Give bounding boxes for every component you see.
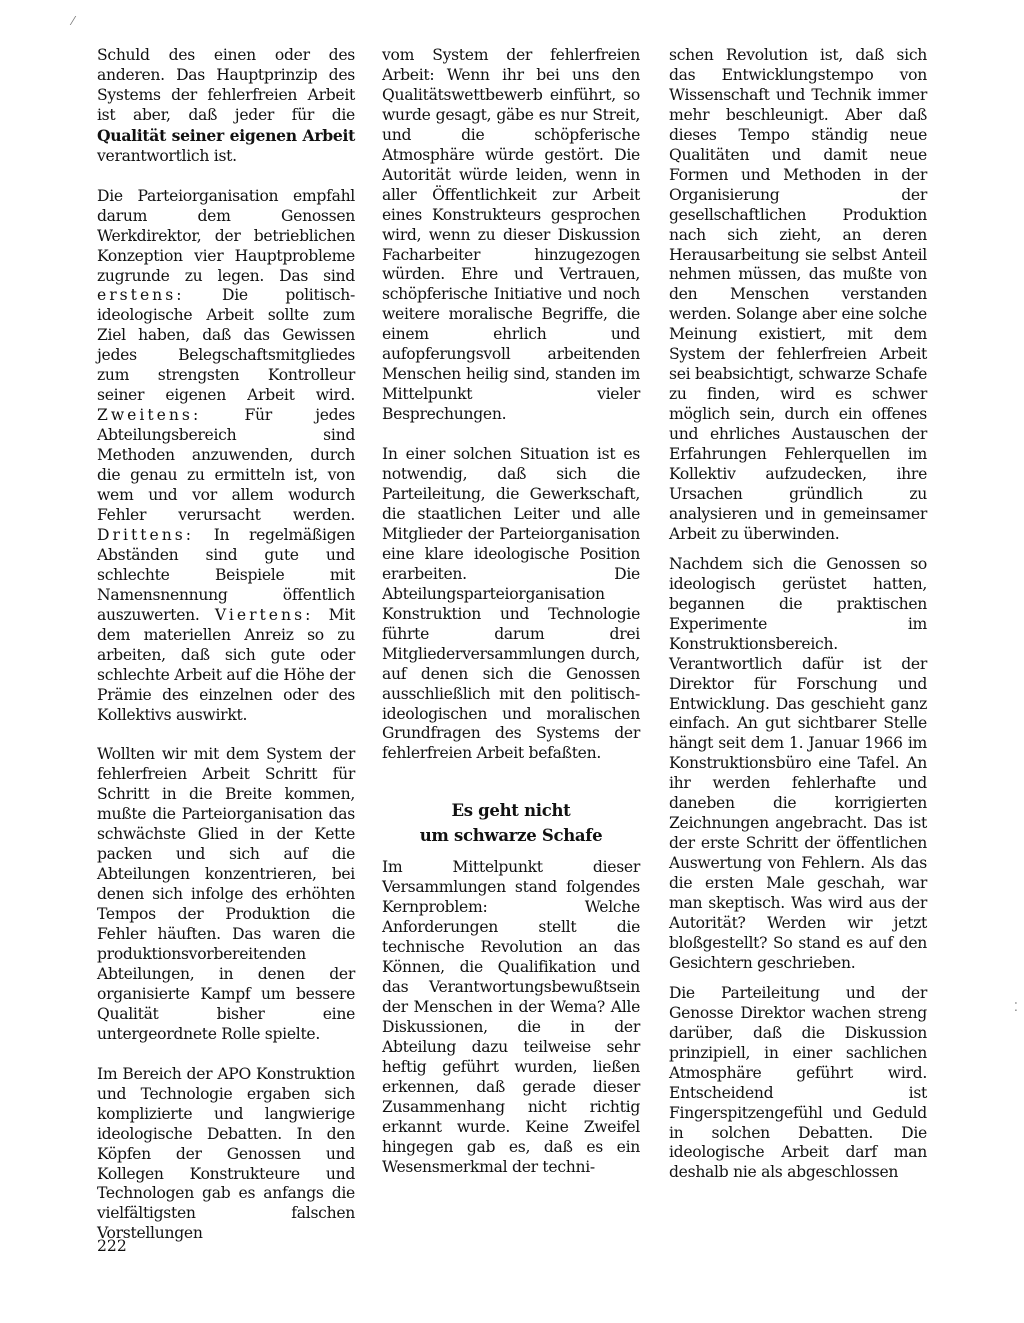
emphasis-text: Qualität seiner eigenen Arbeit	[97, 125, 355, 145]
spaced-keyword: Viertens:	[214, 605, 314, 624]
paragraph: Im Mittelpunkt dieser Versammlungen stand folgendes Kernproblem: Welche Anforderungen stellt die technische Revolution an das Können, die Qualifikation und das Verantwortungsbewußtsein der Menschen in der Wema? Alle Diskussionen, die in der Abteilung dazu teilweise sehr heftig geführt wurden, ließen erkennen, daß gerade dieser Zusammenhang nicht richtig erkannt wurde. Keine Zweifel hingegen gab es, daß es ein Wesensmerkmal der techni-	[382, 858, 640, 1176]
scan-speck: ⁚	[1014, 1000, 1018, 1014]
paragraph: In einer solchen Situation ist es notwendig, daß sich die Parteileitung, die Gewerkschaft, die staatlichen Leiter und alle Mitglieder der Parteiorganisation eine klare ideologische Position erarbeiten. Die Abteilungsparteiorganisation Konstruktion und Technologie führte darum drei Mitgliederversammlungen durch, auf denen sich die Genossen ausschließlich mit den politisch-ideologischen und moralischen Grundfragen des Systems der fehlerfreien Arbeit befaßten.	[382, 445, 640, 763]
page-number: 222	[97, 1237, 127, 1255]
spaced-keyword: Drittens:	[97, 525, 195, 544]
paragraph: Schuld des einen oder des anderen. Das Hauptprinzip des Systems der fehlerfreien Arbeit ist aber, daß jeder für die Qualität seiner eigenen Arbeit verantwortlich ist.	[97, 46, 355, 165]
paragraph: Im Bereich der APO Konstruktion und Technologie ergaben sich komplizierte und langwierige ideologische Debatten. In den Köpfen der Genossen und Kollegen Konstrukteure und Technologen gab es anfangs die vielfältigsten falschen Vorstellungen	[97, 1064, 355, 1243]
text-column-1	[97, 46, 355, 1264]
section-heading: Es geht nicht um schwarze Schafe	[419, 801, 603, 846]
text-column-3	[669, 46, 927, 1193]
paragraph: schen Revolution ist, daß sich das Entwicklungstempo von Wissenschaft und Technik immer mehr beschleunigt. Aber daß dieses Tempo ständig neue Qualitäten und damit neue Formen und Methoden in der Organisierung der gesellschaftlichen Produktion nach sich zieht, an deren Herausarbeitung sie selbst Anteil nehmen müssen, das mußte von den Menschen verstanden werden. Solange aber eine solche Meinung existiert, mit dem System der fehlerfreien Arbeit sei beabsichtigt, schwarze Schafe zu finden, wird es schwer möglich sein, durch ein offenes und ehrliches Austauschen der Erfahrungen Fehlerquellen im Kollektiv aufzudecken, ihre Ursachen gründlich zu analysieren und in gemeinsamer Arbeit zu überwinden.	[669, 46, 927, 543]
text-column-2	[382, 46, 640, 1198]
paragraph: vom System der fehlerfreien Arbeit: Wenn ihr bei uns den Qualitätswettbewerb einführt, so wurde gesagt, gäbe es nur Streit, und die schöpferische Atmosphäre würde gestört. Die Autorität würde leiden, wenn in aller Öffentlichkeit zur Arbeit eines Konstrukteurs gesprochen wird, wenn zu dieser Diskussion Facharbeiter hinzugezogen würden. Ehre und Vertrauen, schöpferische Initiative und noch weitere moralische Begriffe, die einem ehrlich und aufopferungsvoll arbeitenden Menschen heilig sind, standen im Mittelpunkt vieler Besprechungen.	[382, 46, 640, 424]
paragraph: Nachdem sich die Genossen so ideologisch gerüstet hatten, begannen die praktischen Experimente im Konstruktionsbereich. Verantwortlich dafür ist der Direktor für Forschung und Entwicklung. Das geschieht ganz einfach. An gut sichtbarer Stelle hängt seit dem 1. Januar 1966 im Konstruktionsbüro eine Tafel. An ihr werden fehlerhafte und daneben die korrigierten Zeichnungen angebracht. Das ist der erste Schritt der öffentlichen Auswertung von Fehlern. Als das die ersten Male geschah, war man skeptisch. Was wird aus der Autorität? Werden wir jetzt bloßgestellt? So stand es auf den Gesichtern geschrieben.	[669, 554, 927, 972]
paragraph: Die Parteiorganisation empfahl darum dem Genossen Werkdirektor, der betrieblichen Konzeption vier Hauptprobleme zugrunde zu legen. Das sind erstens: Die politisch-ideologische Arbeit sollte zum Ziel haben, daß das Gewissen jedes Belegschaftsmitgliedes zum strengsten Kontrolleur seiner eigenen Arbeit wird. Zweitens: Für jedes Abteilungsbereich sind Methoden anzuwenden, durch die genau zu ermitteln ist, von wem und vor allem wodurch Fehler verursacht werden. Drittens: In regelmäßigen Abständen sind gute und schlechte Beispiele mit Namensnennung öffentlich auszuwerten. Viertens: Mit dem materiellen Anreiz so zu arbeiten, daß sich gute oder schlechte Arbeit auf die Höhe der Prämie des einzelnen oder des Kollektivs auswirkt.	[97, 186, 355, 724]
spaced-keyword: erstens:	[97, 286, 185, 305]
scan-speck: ⁄	[72, 14, 75, 28]
paragraph: Wollten wir mit dem System der fehlerfreien Arbeit Schritt für Schritt in die Breite kommen, mußte die Parteiorganisation das schwächste Glied in der Kette packen und sich auf die Abteilungen konzentrieren, bei denen sich infolge des erhöhten Tempos der Produktion die Fehler häuften. Das waren die produktionsvorbereitenden Abteilungen, in denen der organisierte Kampf um bessere Qualität bisher eine untergeordnete Rolle spielte.	[97, 745, 355, 1043]
spaced-keyword: Zweitens:	[97, 406, 202, 425]
paragraph: Die Parteileitung und der Genosse Direktor wachen streng darüber, daß die Diskussion prinzipiell, in einer sachlichen Atmosphäre geführt wird. Entscheidend ist Fingerspitzengefühl und Geduld in solchen Debatten. Die ideologische Arbeit darf man deshalb nie als abgeschlossen	[669, 983, 927, 1182]
